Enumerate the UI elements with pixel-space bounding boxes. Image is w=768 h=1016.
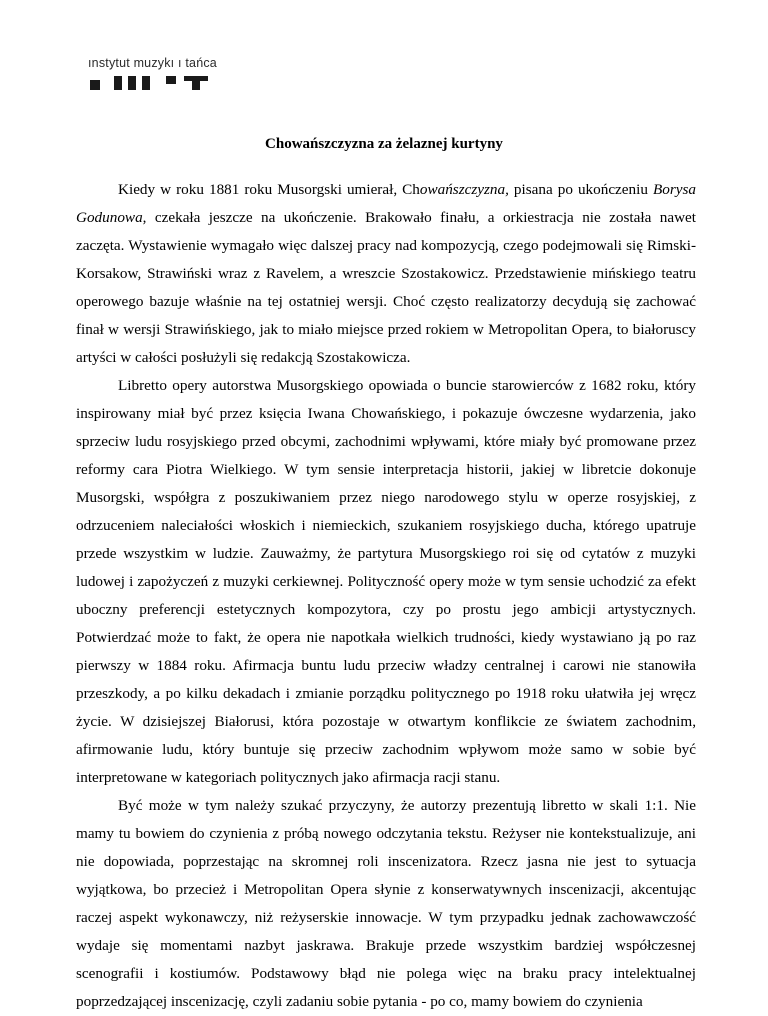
document-body bbox=[76, 176, 696, 1016]
institute-logo bbox=[88, 56, 228, 96]
logo-text: ınstytut muzykı ı tańca bbox=[88, 56, 217, 70]
paragraph: Libretto opery autorstwa Musorgskiego opowiada o buncie starowierców z 1682 roku, który inspirowany miał być przez księcia Iwana Chowańskiego, i pokazuje ówczesne wydarzenia, jako sprzeciw ludu rosyjskiego przed obcymi, zachodnimi wpływami, które miały być promowane przez reformy cara Piotra Wielkiego. W tym sensie interpretacja historii, jakiej w libretcie dokonuje Musorgski, współgra z poszukiwaniem przez niego narodowego stylu w operze rosyjskiej, z odrzuceniem naleciałości włoskich i niemieckich, szukaniem rosyjskiego ducha, którego upatruje przede wszystkim w ludzie. Zauważmy, że partytura Musorgskiego roi się od cytatów z muzyki ludowej i zapożyczeń z muzyki cerkiewnej. Polityczność opery może w tym sensie uchodzić za efekt uboczny preferencji estetycznych kompozytora, czy po prostu jego ambicji artystycznych. Potwierdzać może to fakt, że opera nie napotkała wielkich trudności, kiedy wystawiano ją po raz pierwszy w 1884 roku. Afirmacja buntu ludu przeciw władzy centralnej i carowi nie stanowiła przeszkody, a po kilku dekadach i zmianie porządku politycznego po 1918 roku ułatwiła jej wręcz życie. W dzisiejszej Białorusi, która pozostaje w otwartym konflikcie ze światem zachodnim, afirmowanie ludu, który buntuje się przeciw zachodnim wpływom może samo w sobie być interpretowane w kategoriach politycznych jako afirmacja racji stanu. bbox=[76, 377, 696, 786]
paragraph: Kiedy w roku 1881 roku Musorgski umierał, Chowańszczyzna, pisana po ukończeniu Borysa Godunowa, czekała jeszcze na ukończenie. Brakowało finału, a orkiestracja nie została nawet zaczęta. Wystawienie wymagało więc dalszej pracy nad kompozycją, czego podejmowali się Rimski-Korsakow, Strawiński wraz z Ravelem, a wreszcie Szostakowicz. Przedstawienie mińskiego teatru operowego bazuje właśnie na tej ostatniej wersji. Choć często realizatorzy decydują się zachować finał w wersji Strawińskiego, jak to miało miejsce przed rokiem w Metropolitan Opera, to białoruscy artyści w całości posłużyli się redakcją Szostakowicza. bbox=[76, 181, 696, 366]
logo-mark-icon bbox=[90, 76, 210, 92]
paragraph: Być może w tym należy szukać przyczyny, że autorzy prezentują libretto w skali 1:1. Nie mamy tu bowiem do czynienia z próbą nowego odczytania tekstu. Reżyser nie kontekstualizuje, ani nie dopowiada, poprzestając na skromnej roli inscenizatora. Rzecz jasna nie jest to sytuacja wyjątkowa, bo przecież i Metropolitan Opera słynie z konserwatywnych inscenizacji, akcentując raczej aspekt wykonawczy, niż reżyserskie innowacje. W tym przypadku jednak zachowawczość wydaje się momentami nazbyt jaskrawa. Brakuje przede wszystkim bardziej współczesnej scenografii i kostiumów. Podstawowy błąd nie polega więc na braku pracy intelektualnej poprzedzającej inscenizację, czyli zadaniu sobie pytania - po co, mamy bowiem do czynienia bbox=[76, 797, 696, 1010]
document-title: Chowańszczyzna za żelaznej kurtyny bbox=[265, 136, 503, 152]
